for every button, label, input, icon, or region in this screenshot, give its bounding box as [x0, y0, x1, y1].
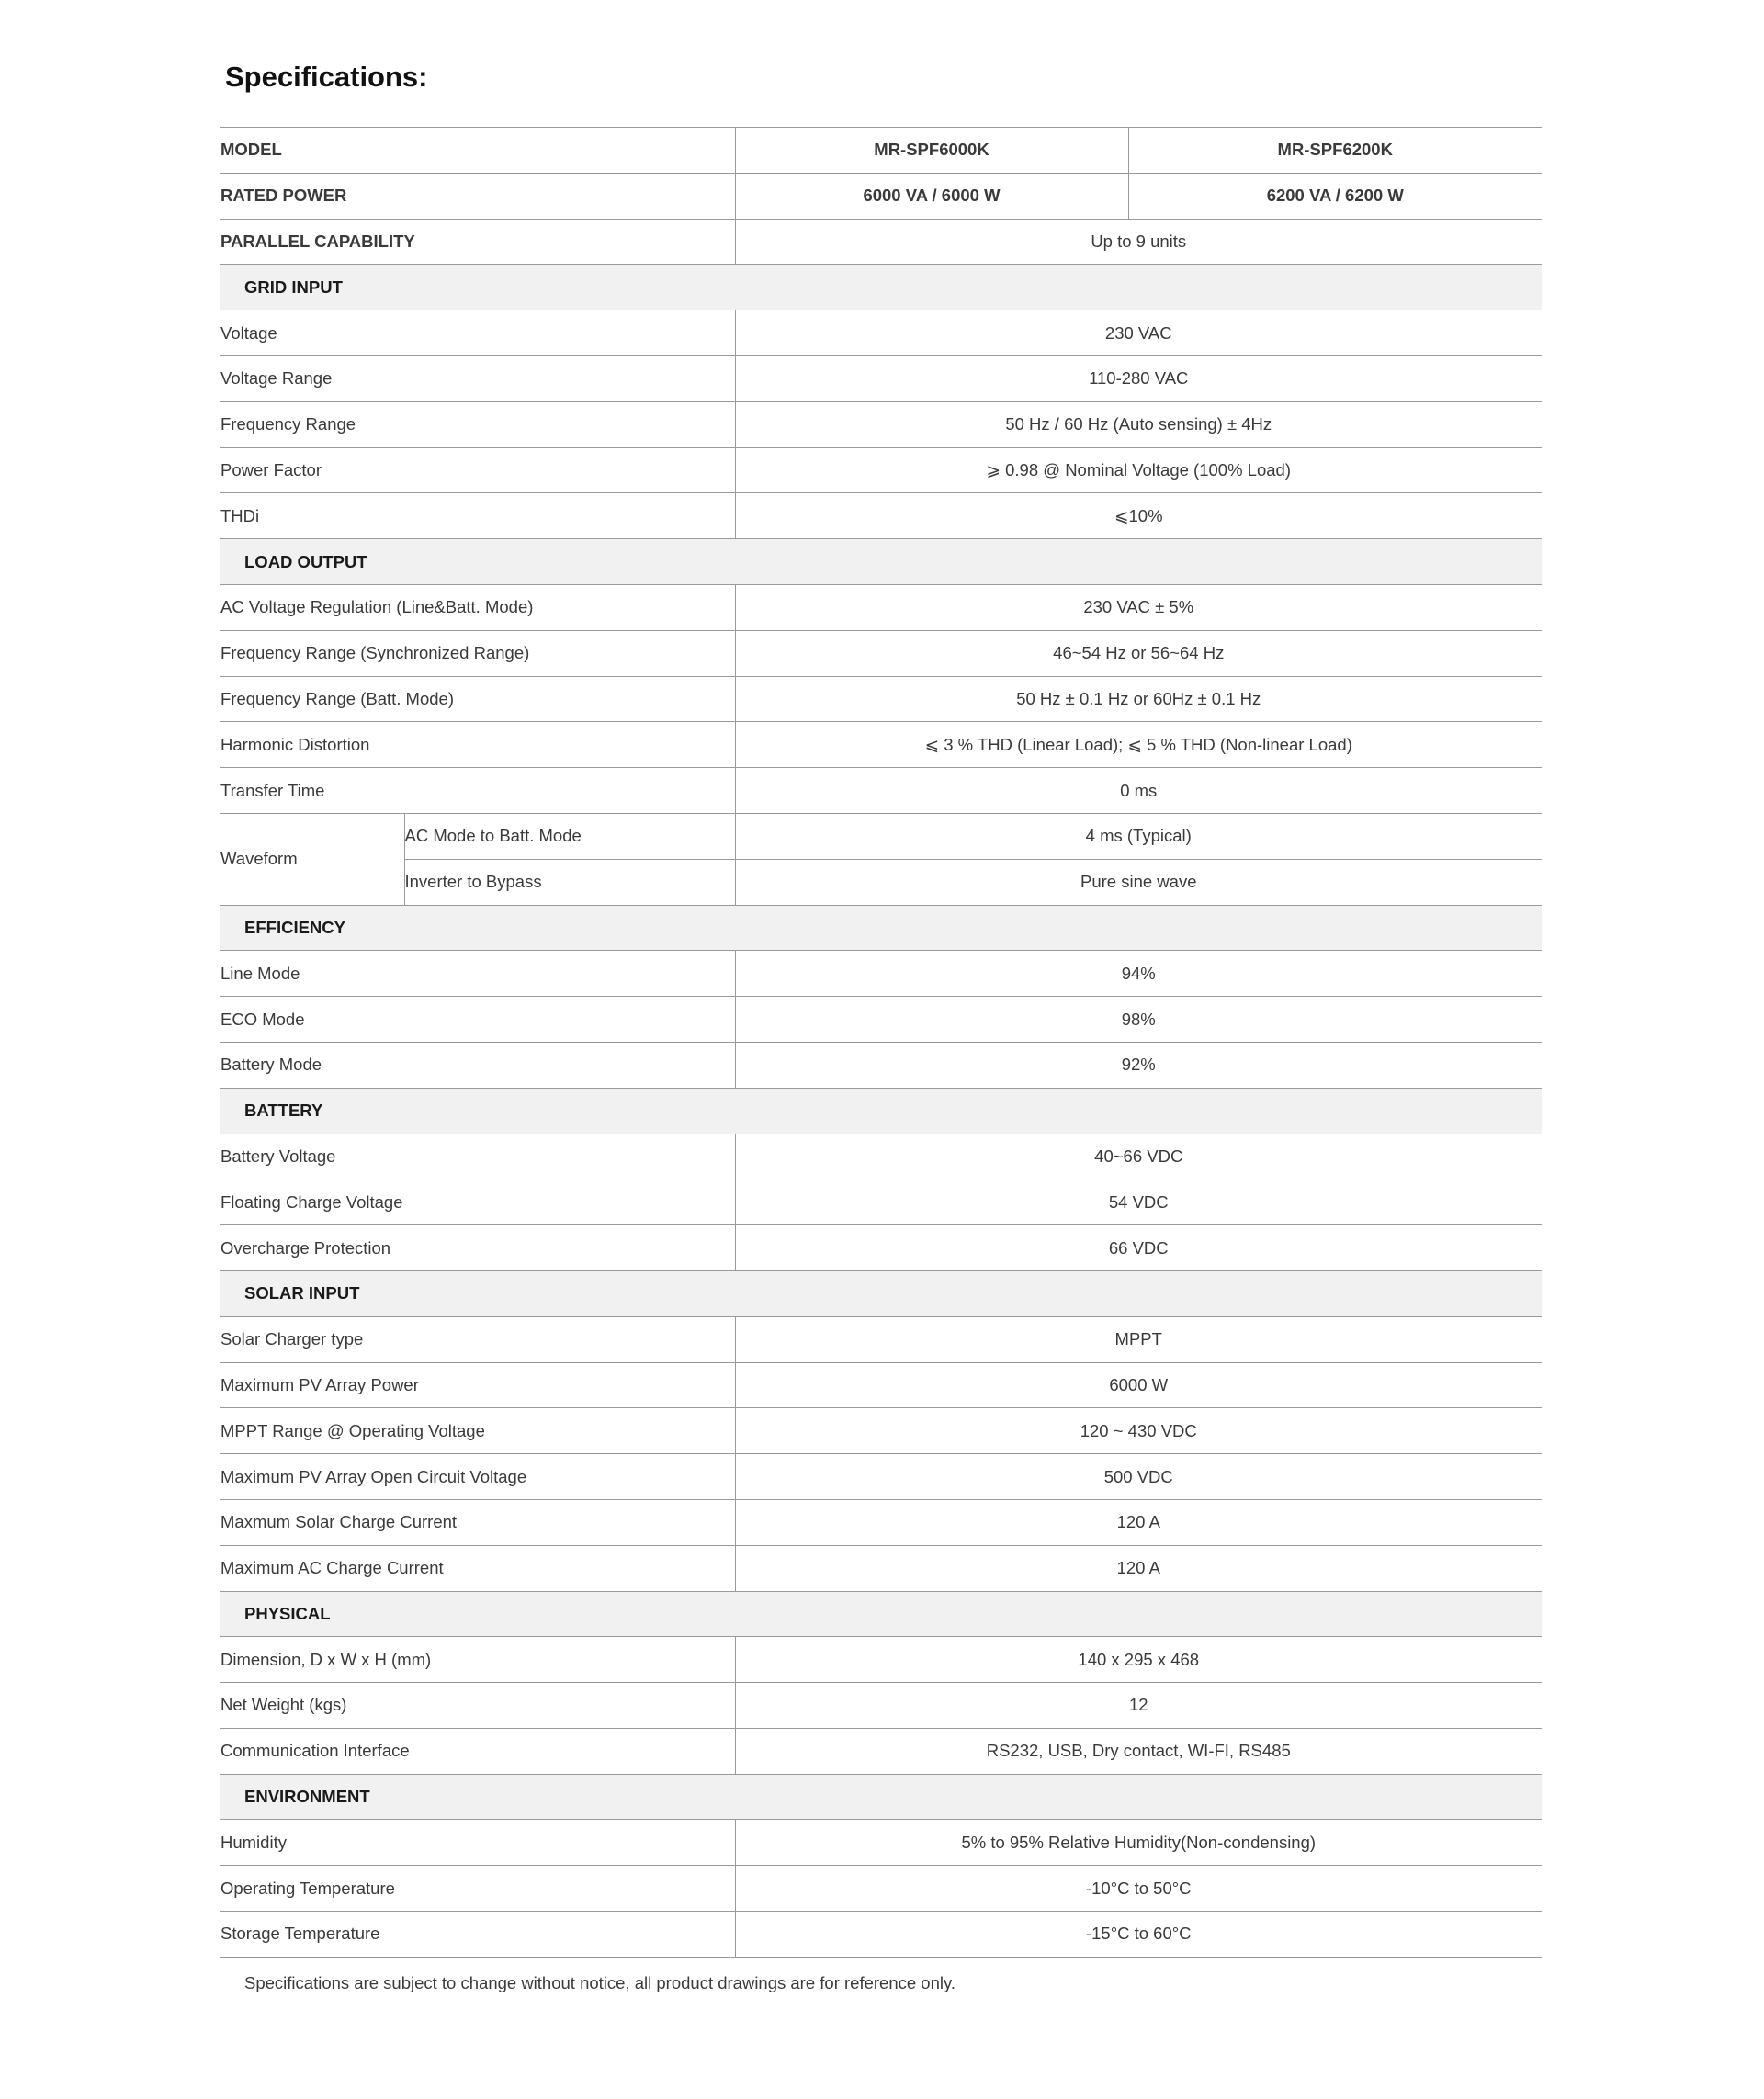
section-title: PHYSICAL: [220, 1591, 1542, 1637]
parallel-label: PARALLEL CAPABILITY: [220, 219, 735, 265]
spec-label: Dimension, D x W x H (mm): [220, 1637, 735, 1683]
section-title: GRID INPUT: [220, 265, 1542, 310]
spec-row: [220, 813, 1542, 859]
spec-value: ⩽ 3 % THD (Linear Load); ⩽ 5 % THD (Non-linear Load): [735, 722, 1542, 768]
spec-value: 110-280 VAC: [735, 355, 1542, 401]
spec-label: Overcharge Protection: [220, 1225, 735, 1271]
spec-label: THDi: [220, 493, 735, 539]
spec-row: [220, 1179, 1542, 1225]
spec-label: Voltage: [220, 310, 735, 356]
spec-value: -10°C to 50°C: [735, 1866, 1542, 1912]
rated-power-1: 6000 VA / 6000 W: [735, 173, 1128, 219]
spec-label: Floating Charge Voltage: [220, 1179, 735, 1225]
page-title: Specifications:: [225, 61, 428, 93]
spec-row: [220, 1683, 1542, 1729]
spec-row: [220, 1362, 1542, 1408]
section-header: [220, 1270, 1542, 1316]
spec-value: MPPT: [735, 1316, 1542, 1362]
spec-value: 12: [735, 1683, 1542, 1729]
spec-value: 94%: [735, 951, 1542, 997]
spec-row: [220, 1820, 1542, 1866]
spec-label: Net Weight (kgs): [220, 1683, 735, 1729]
spec-value: 140 x 295 x 468: [735, 1637, 1542, 1683]
spec-label: Communication Interface: [220, 1728, 735, 1774]
spec-value: 120 A: [735, 1545, 1542, 1591]
section-title: EFFICIENCY: [220, 905, 1542, 951]
spec-label: Maxmum Solar Charge Current: [220, 1499, 735, 1545]
spec-row: [220, 676, 1542, 722]
section-title: SOLAR INPUT: [220, 1270, 1542, 1316]
spec-row: [220, 1225, 1542, 1271]
rated-power-2: 6200 VA / 6200 W: [1128, 173, 1542, 219]
spec-row: [220, 722, 1542, 768]
spec-label: Humidity: [220, 1820, 735, 1866]
spec-label: MPPT Range @ Operating Voltage: [220, 1408, 735, 1454]
spec-row: [220, 1134, 1542, 1179]
spec-label: Harmonic Distortion: [220, 722, 735, 768]
spec-value: 0 ms: [735, 768, 1542, 814]
spec-row: [220, 310, 1542, 356]
spec-value: -15°C to 60°C: [735, 1912, 1542, 1958]
spec-label: Power Factor: [220, 447, 735, 493]
section-header: [220, 905, 1542, 951]
section-title: ENVIRONMENT: [220, 1774, 1542, 1820]
spec-row: [220, 1316, 1542, 1362]
spec-label: Maximum PV Array Power: [220, 1362, 735, 1408]
spec-value: 40~66 VDC: [735, 1134, 1542, 1179]
spec-value: 230 VAC: [735, 310, 1542, 356]
parallel-value: Up to 9 units: [735, 219, 1542, 265]
model-name-2: MR-SPF6200K: [1128, 128, 1542, 174]
spec-value: 50 Hz ± 0.1 Hz or 60Hz ± 0.1 Hz: [735, 676, 1542, 722]
spec-row: [220, 584, 1542, 630]
section-title: LOAD OUTPUT: [220, 539, 1542, 585]
spec-label: Solar Charger type: [220, 1316, 735, 1362]
spec-label: AC Mode to Batt. Mode: [404, 813, 735, 859]
rated-power-label: RATED POWER: [220, 173, 735, 219]
spec-value: Pure sine wave: [735, 859, 1542, 905]
spec-value: 230 VAC ± 5%: [735, 584, 1542, 630]
spec-row: [220, 1912, 1542, 1958]
spec-table: [220, 127, 1542, 1958]
spec-value: 120 ~ 430 VDC: [735, 1408, 1542, 1454]
spec-row: [220, 447, 1542, 493]
spec-row: [220, 493, 1542, 539]
spec-value: 54 VDC: [735, 1179, 1542, 1225]
spec-row: [220, 859, 1542, 905]
spec-row: [220, 951, 1542, 997]
spec-value: 120 A: [735, 1499, 1542, 1545]
spec-row: [220, 1637, 1542, 1683]
footnote: Specifications are subject to change without notice, all product drawings are for reference only.: [244, 1973, 956, 1992]
spec-label: Maximum AC Charge Current: [220, 1545, 735, 1591]
spec-row: [220, 401, 1542, 447]
section-header: [220, 1591, 1542, 1637]
spec-row: [220, 630, 1542, 676]
spec-row: [220, 355, 1542, 401]
spec-label: Line Mode: [220, 951, 735, 997]
spec-row: [220, 997, 1542, 1043]
spec-value: ⩽10%: [735, 493, 1542, 539]
spec-value: 5% to 95% Relative Humidity(Non-condensing): [735, 1820, 1542, 1866]
spec-value: 92%: [735, 1042, 1542, 1088]
spec-value: 46~54 Hz or 56~64 Hz: [735, 630, 1542, 676]
spec-label: Frequency Range (Batt. Mode): [220, 676, 735, 722]
spec-value: 6000 W: [735, 1362, 1542, 1408]
spec-label: Maximum PV Array Open Circuit Voltage: [220, 1454, 735, 1500]
spec-row: [220, 1408, 1542, 1454]
spec-label: Transfer Time: [220, 768, 735, 814]
section-header: [220, 1774, 1542, 1820]
spec-label: Frequency Range: [220, 401, 735, 447]
spec-label: Inverter to Bypass: [404, 859, 735, 905]
model-name-1: MR-SPF6000K: [735, 128, 1128, 174]
spec-label: Voltage Range: [220, 355, 735, 401]
section-title: BATTERY: [220, 1088, 1542, 1134]
spec-value: 98%: [735, 997, 1542, 1043]
rated-power-row: [220, 173, 1542, 219]
parallel-row: [220, 219, 1542, 265]
spec-value: RS232, USB, Dry contact, WI-FI, RS485: [735, 1728, 1542, 1774]
spec-label: Battery Mode: [220, 1042, 735, 1088]
spec-label: AC Voltage Regulation (Line&Batt. Mode): [220, 584, 735, 630]
spec-label: ECO Mode: [220, 997, 735, 1043]
spec-row: [220, 768, 1542, 814]
spec-label: Battery Voltage: [220, 1134, 735, 1179]
spec-value: 50 Hz / 60 Hz (Auto sensing) ± 4Hz: [735, 401, 1542, 447]
spec-label: Storage Temperature: [220, 1912, 735, 1958]
spec-row: [220, 1728, 1542, 1774]
spec-value: 66 VDC: [735, 1225, 1542, 1271]
spec-label: Frequency Range (Synchronized Range): [220, 630, 735, 676]
spec-value: ⩾ 0.98 @ Nominal Voltage (100% Load): [735, 447, 1542, 493]
model-label: MODEL: [220, 128, 735, 174]
spec-row: [220, 1042, 1542, 1088]
section-header: [220, 539, 1542, 585]
spec-value: 4 ms (Typical): [735, 813, 1542, 859]
spec-row: [220, 1545, 1542, 1591]
spec-row: [220, 1454, 1542, 1500]
spec-value: 500 VDC: [735, 1454, 1542, 1500]
spec-row: [220, 1866, 1542, 1912]
waveform-label: Waveform: [220, 813, 404, 905]
spec-row: [220, 1499, 1542, 1545]
section-header: [220, 1088, 1542, 1134]
spec-label: Operating Temperature: [220, 1866, 735, 1912]
model-row: [220, 128, 1542, 174]
section-header: [220, 265, 1542, 310]
